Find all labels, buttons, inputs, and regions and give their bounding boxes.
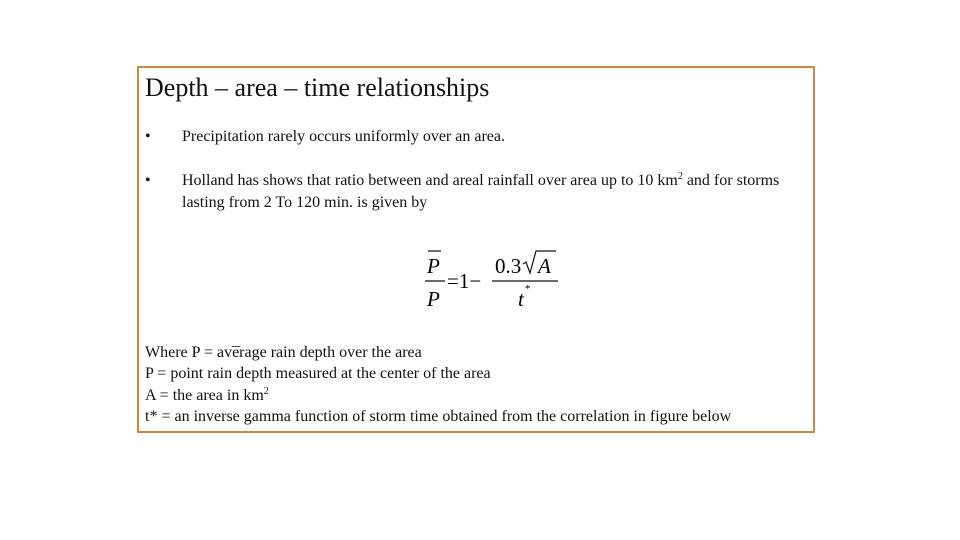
rhs-coefficient: 0.3 xyxy=(495,254,522,278)
rhs-denominator: t xyxy=(518,287,524,311)
lhs-denominator: P xyxy=(427,287,440,311)
superscript: 2 xyxy=(263,385,269,397)
definition-line-1 xyxy=(145,332,731,363)
definitions-block xyxy=(145,332,732,427)
slide-title: Depth – area – time relationships xyxy=(145,73,490,102)
definition-line-4: t* = an inverse gamma function of storm time obtained from the correlation in figure below xyxy=(145,407,732,425)
bullet-text-part: Holland has shows that ratio between and areal rainfall over area up to 10 km xyxy=(182,172,678,189)
definition-text: A = the area in km xyxy=(145,386,264,404)
definition-line-3 xyxy=(145,385,731,406)
bullet-text xyxy=(182,170,812,214)
bullet-text-part: and for storms lasting from 2 To 120 min. is given by xyxy=(182,172,780,211)
superscript: 2 xyxy=(677,171,683,182)
overbar-mark: _ xyxy=(232,332,240,349)
definition-line-2: P = point rain depth measured at the center of the area xyxy=(145,365,491,383)
equals-one-minus: =1− xyxy=(447,269,482,293)
bullet-text: Precipitation rarely occurs uniformly over an area. xyxy=(182,128,505,145)
rhs-variable: A xyxy=(538,254,551,278)
lhs-numerator: P xyxy=(427,254,440,278)
holland-formula xyxy=(420,245,560,315)
rhs-denominator-superscript: * xyxy=(525,283,531,295)
bullet-marker: • xyxy=(145,172,151,189)
definition-text: Where P = average rain depth over the area xyxy=(145,344,422,361)
bullet-marker: • xyxy=(145,128,151,145)
